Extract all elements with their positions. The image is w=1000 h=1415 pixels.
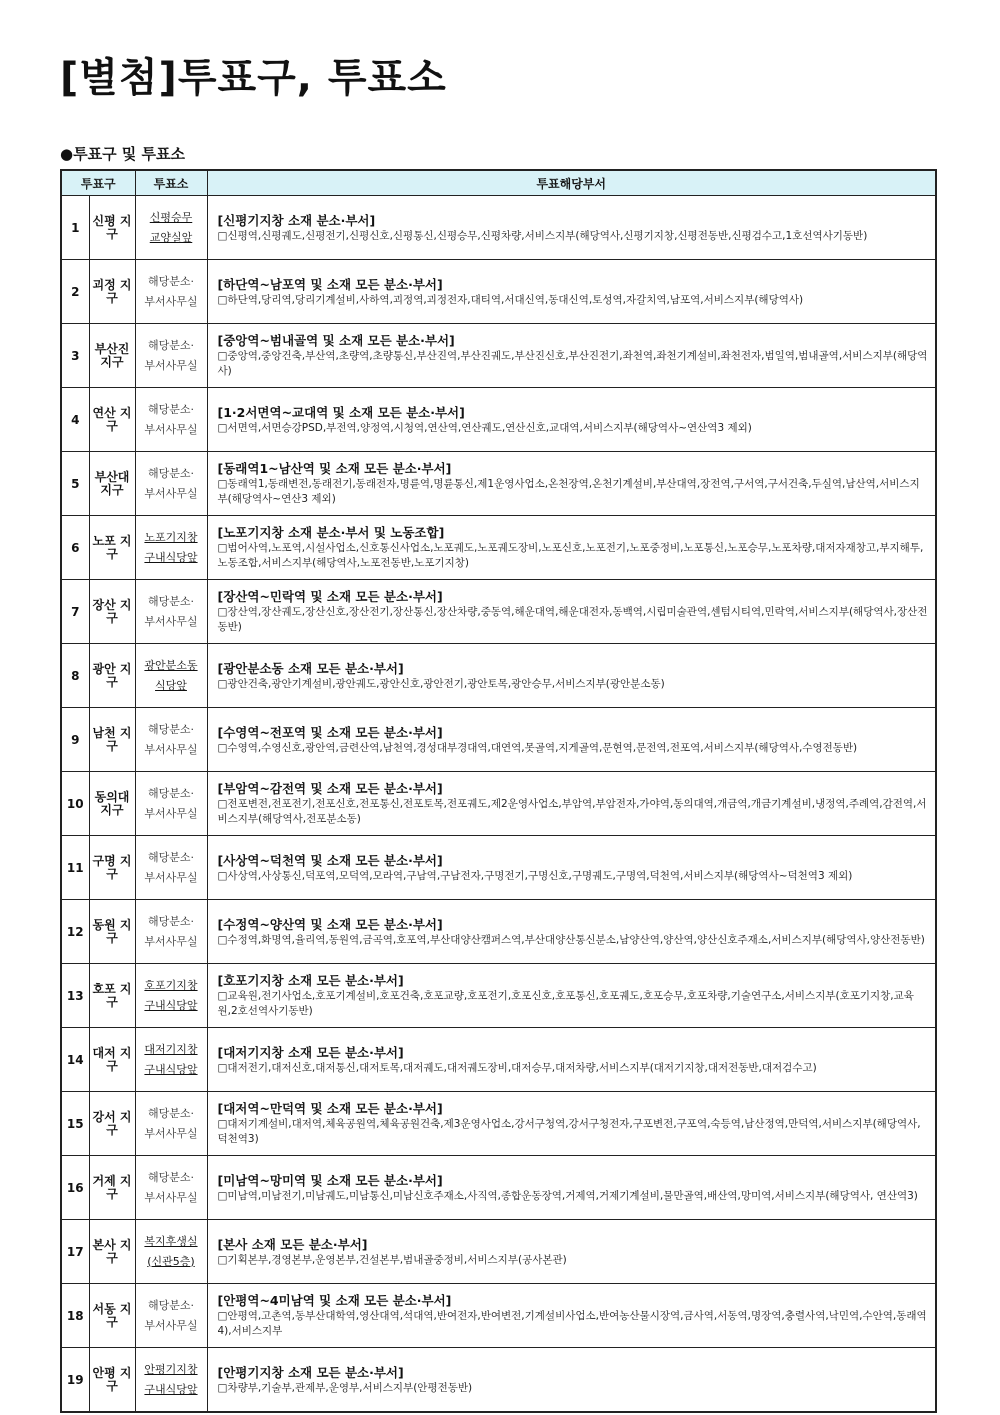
department-detail: □범어사역,노포역,시설사업소,신호통신사업소,노포궤도,노포궤도장비,노포신호,노포전기,노포중정비,노포통신,노포승무,노포차량,대저자재창고,부지해투,노동조합,서비스지부(해당역사,노포전동반,노포기지창) [217,542,924,569]
polling-place-line1: 해당분소· [147,850,194,864]
district-name: 장산 지구 [89,580,135,644]
district-name: 거제 지구 [89,1156,135,1220]
department-cell [207,580,936,644]
district-name: 안평 지구 [89,1348,135,1413]
table-row [61,1092,936,1156]
polling-place-line2: 부서사무실 [144,934,198,948]
department-detail: □수영역,수영신호,광안역,금련산역,남천역,경성대부경대역,대연역,못골역,지게골역,문현역,문전역,전포역,서비스지부(해당역사,수영전동반) [217,741,858,754]
polling-place [135,900,207,964]
polling-place [135,1028,207,1092]
table-row [61,900,936,964]
table-row [61,516,936,580]
polling-place [135,1284,207,1348]
polling-place [135,644,207,708]
department-header: [1·2서면역~교대역 및 소재 모든 분소·부서] [217,404,465,420]
polling-place-line1: 복지후생실 [144,1234,198,1248]
department-cell [207,1348,936,1413]
district-name: 신평 지구 [89,196,135,260]
header-place: 투표소 [135,170,207,196]
department-header: [신평기지창 소재 분소·부서] [217,212,376,228]
polling-place [135,388,207,452]
table-row [61,644,936,708]
polling-place-line2: 식당앞 [155,678,187,692]
department-header: [하단역~남포역 및 소재 모든 분소·부서] [217,276,443,292]
department-detail: □안평역,고촌역,동부산대학역,영산대역,석대역,반여전자,반여변전,기계설비사업소,반여농산물시장역,금사역,서동역,명장역,충렬사역,낙민역,수안역,동래역4),서비스지부 [217,1310,927,1337]
department-cell [207,708,936,772]
polling-place-line2: 구내식당앞 [144,998,198,1012]
polling-place-line2: 구내식당앞 [144,550,198,564]
department-cell [207,388,936,452]
row-number: 9 [61,708,89,772]
polling-place-line1: 해당분소· [147,722,194,736]
table-row [61,772,936,836]
polling-place-line2: 부서사무실 [144,1318,198,1332]
polling-place-line2: 부서사무실 [144,742,198,756]
district-name: 강서 지구 [89,1092,135,1156]
department-cell [207,836,936,900]
table-row [61,1284,936,1348]
district-name: 노포 지구 [89,516,135,580]
department-cell [207,964,936,1028]
district-name: 대저 지구 [89,1028,135,1092]
table-row [61,708,936,772]
polling-place-line1: 해당분소· [147,274,194,288]
polling-place-line1: 대저기지창 [144,1042,198,1056]
polling-place-line1: 광안분소동 [144,658,198,672]
polling-place [135,260,207,324]
polling-place-line1: 호포기지창 [144,978,198,992]
department-header: [광안분소동 소재 모든 분소·부서] [217,660,404,676]
polling-place [135,708,207,772]
table-row [61,388,936,452]
department-detail: □신평역,신평궤도,신평전기,신평신호,신평통신,신평승무,신평차량,서비스지부(해당역사,신평기지창,신평전동반,신평검수고,1호선역사기동반) [217,229,868,242]
table-row [61,964,936,1028]
table-row [61,1028,936,1092]
department-header: [본사 소재 모든 분소·부서] [217,1236,368,1252]
department-header: [수정역~양산역 및 소재 모든 분소·부서] [217,916,443,932]
header-district: 투표구 [61,170,135,196]
polling-place [135,452,207,516]
district-name: 괴정 지구 [89,260,135,324]
header-department: 투표해당부서 [207,170,936,196]
voting-table [60,169,937,1413]
polling-place [135,324,207,388]
polling-place [135,516,207,580]
district-name: 연산 지구 [89,388,135,452]
department-detail: □중앙역,중앙건축,부산역,초량역,초량통신,부산진역,부산진궤도,부산진신호,부산진전기,좌천역,좌천기계설비,좌천전자,범일역,범내골역,서비스지부(해당역사) [217,350,928,377]
polling-place [135,1156,207,1220]
polling-place-line2: 부서사무실 [144,1190,198,1204]
department-detail: □서면역,서면승강PSD,부전역,양정역,시청역,연산역,연산궤도,연산신호,교대역,서비스지부(해당역사~연산역3 제외) [217,421,752,434]
polling-place-line2: 부서사무실 [144,294,198,308]
table-row [61,1156,936,1220]
table-row [61,836,936,900]
department-header: [미남역~망미역 및 소재 모든 분소·부서] [217,1172,443,1188]
polling-place-line1: 해당분소· [147,1106,194,1120]
row-number: 14 [61,1028,89,1092]
polling-place [135,1092,207,1156]
polling-place-line1: 안평기지창 [144,1362,198,1376]
department-cell [207,1156,936,1220]
row-number: 10 [61,772,89,836]
polling-place-line1: 해당분소· [147,914,194,928]
department-header: [호포기지창 소재 모든 분소·부서] [217,973,404,988]
polling-place-line2: 부서사무실 [144,1126,198,1140]
polling-place-line1: 해당분소· [147,594,194,608]
polling-place [135,196,207,260]
polling-place [135,772,207,836]
polling-place-line2: 부서사무실 [144,870,198,884]
district-name: 광안 지구 [89,644,135,708]
department-header: [중앙역~범내골역 및 소재 모든 분소·부서] [217,333,455,348]
department-header: [안평기지창 소재 모든 분소·부서] [217,1364,404,1380]
row-number: 6 [61,516,89,580]
department-cell [207,324,936,388]
table-row [61,1220,936,1284]
row-number: 18 [61,1284,89,1348]
row-number: 15 [61,1092,89,1156]
polling-place-line2: 부서사무실 [144,806,198,820]
district-name: 구명 지구 [89,836,135,900]
department-detail: □수정역,화명역,율리역,동원역,금곡역,호포역,부산대양산캠퍼스역,부산대양산통신분소,남양산역,양산역,양산신호주재소,서비스지부(해당역사,양산전동반) [217,933,925,946]
polling-place-line2: (신관5층) [147,1254,195,1268]
table-row [61,580,936,644]
department-cell [207,900,936,964]
department-header: [사상역~덕천역 및 소재 모든 분소·부서] [217,852,443,868]
department-header: [안평역~4미남역 및 소재 모든 분소·부서] [217,1293,452,1308]
row-number: 12 [61,900,89,964]
polling-place-line2: 부서사무실 [144,358,198,372]
department-header: [부암역~감전역 및 소재 모든 분소·부서] [217,781,443,796]
department-detail: □교육원,전기사업소,호포기계설비,호포건축,호포교량,호포전기,호포신호,호포통신,호포궤도,호포승무,호포차량,기술연구소,서비스지부(호포기지창,교육원,2호선역사기동반) [217,990,914,1017]
department-header: [동래역1~남산역 및 소재 모든 분소·부서] [217,461,452,476]
page-title: [별첨]투표구, 투표소 [60,55,447,101]
polling-place [135,1220,207,1284]
department-cell [207,1092,936,1156]
polling-place [135,964,207,1028]
polling-place-line1: 해당분소· [147,466,194,480]
row-number: 17 [61,1220,89,1284]
district-name: 본사 지구 [89,1220,135,1284]
row-number: 1 [61,196,89,260]
polling-place-line1: 노포기지창 [144,530,198,544]
row-number: 8 [61,644,89,708]
polling-place-line1: 해당분소· [147,1170,194,1184]
department-header: [수영역~전포역 및 소재 모든 분소·부서] [217,724,443,740]
department-detail: □기획본부,경영본부,운영본부,건설본부,범내골중정비,서비스지부(공사본관) [217,1253,567,1266]
row-number: 5 [61,452,89,516]
department-cell [207,516,936,580]
polling-place-line1: 해당분소· [147,786,194,800]
table-row [61,324,936,388]
row-number: 2 [61,260,89,324]
department-detail: □미남역,미남전기,미남궤도,미남통신,미남신호주재소,사직역,종합운동장역,거제역,거제기계설비,물만골역,배산역,망미역,서비스지부(해당역사, 연산역3) [217,1189,918,1202]
district-name: 서동 지구 [89,1284,135,1348]
department-cell [207,260,936,324]
department-detail: □장산역,장산궤도,장산신호,장산전기,장산통신,장산차량,중동역,해운대역,해운대전자,동백역,시립미술관역,센텀시티역,민락역,서비스지부(해당역사,장산전동반) [217,606,928,633]
row-number: 19 [61,1348,89,1413]
department-header: [노포기지창 소재 분소·부서 및 노동조합] [217,525,445,540]
department-cell [207,1028,936,1092]
department-cell [207,196,936,260]
table-header-row [61,170,936,196]
polling-place-line2: 부서사무실 [144,486,198,500]
district-name: 호포 지구 [89,964,135,1028]
department-cell [207,644,936,708]
district-name: 동원 지구 [89,900,135,964]
district-name: 동의대 지구 [89,772,135,836]
row-number: 3 [61,324,89,388]
row-number: 13 [61,964,89,1028]
row-number: 16 [61,1156,89,1220]
polling-place-line1: 해당분소· [147,338,194,352]
district-name: 부산진 지구 [89,324,135,388]
polling-place [135,1348,207,1413]
row-number: 4 [61,388,89,452]
department-detail: □하단역,당리역,당리기계설비,사하역,괴정역,괴정전자,대티역,서대신역,동대신역,토성역,자갈치역,남포역,서비스지부(해당역사) [217,293,804,306]
polling-place-line1: 신평승무 [149,210,193,224]
department-header: [대저기지창 소재 모든 분소·부서] [217,1044,404,1060]
district-name: 남천 지구 [89,708,135,772]
polling-place-line2: 구내식당앞 [144,1382,198,1396]
polling-place-line2: 부서사무실 [144,422,198,436]
polling-place-line1: 해당분소· [147,1298,194,1312]
department-detail: □사상역,사상통신,덕포역,모덕역,모라역,구남역,구남전자,구명전기,구명신호,구명궤도,구명역,덕천역,서비스지부(해당역사~덕천역3 제외) [217,869,853,882]
section-subtitle: ●투표구 및 투표소 [60,145,185,163]
department-detail: □대저기계설비,대저역,체육공원역,체육공원건축,제3운영사업소,강서구청역,강서구청전자,구포변전,구포역,숙등역,남산정역,만덕역,서비스지부(해당역사, 덕천역3) [217,1118,921,1145]
department-cell [207,772,936,836]
row-number: 11 [61,836,89,900]
table-row [61,452,936,516]
polling-place-line1: 해당분소· [147,402,194,416]
department-detail: □대저전기,대저신호,대저통신,대저토목,대저궤도,대저궤도장비,대저승무,대저차량,서비스지부(대저기지창,대저전동반,대저검수고) [217,1061,817,1074]
department-header: [장산역~민락역 및 소재 모든 분소·부서] [217,589,443,604]
department-cell [207,1220,936,1284]
table-row [61,1348,936,1413]
department-cell [207,1284,936,1348]
district-name: 부산대 지구 [89,452,135,516]
polling-place-line2: 부서사무실 [144,614,198,628]
polling-place [135,836,207,900]
row-number: 7 [61,580,89,644]
table-row [61,196,936,260]
polling-place [135,580,207,644]
table-row [61,260,936,324]
department-detail: □동래역1,동래변전,동래전기,동래전자,명륜역,명륜통신,제1운영사업소,온천장역,온천기계설비,부산대역,장전역,구서역,구서건축,두실역,남산역,서비스지부(해당역사~연산3 제외) [217,478,920,505]
department-detail: □차량부,기술부,관제부,운영부,서비스지부(안평전동반) [217,1381,473,1394]
polling-place-line2: 교양실앞 [149,230,193,244]
department-header: [대저역~만덕역 및 소재 모든 분소·부서] [217,1101,443,1116]
department-detail: □광안건축,광안기계설비,광안궤도,광안신호,광안전기,광안토목,광안승무,서비스지부(광안분소동) [217,677,665,690]
department-detail: □전포변전,전포전기,전포신호,전포통신,전포토목,전포궤도,제2운영사업소,부암역,부암전자,가야역,동의대역,개금역,개금기계설비,냉정역,주례역,감전역,서비스지부(해당역사,전포분소동) [217,798,927,825]
department-cell [207,452,936,516]
polling-place-line2: 구내식당앞 [144,1062,198,1076]
